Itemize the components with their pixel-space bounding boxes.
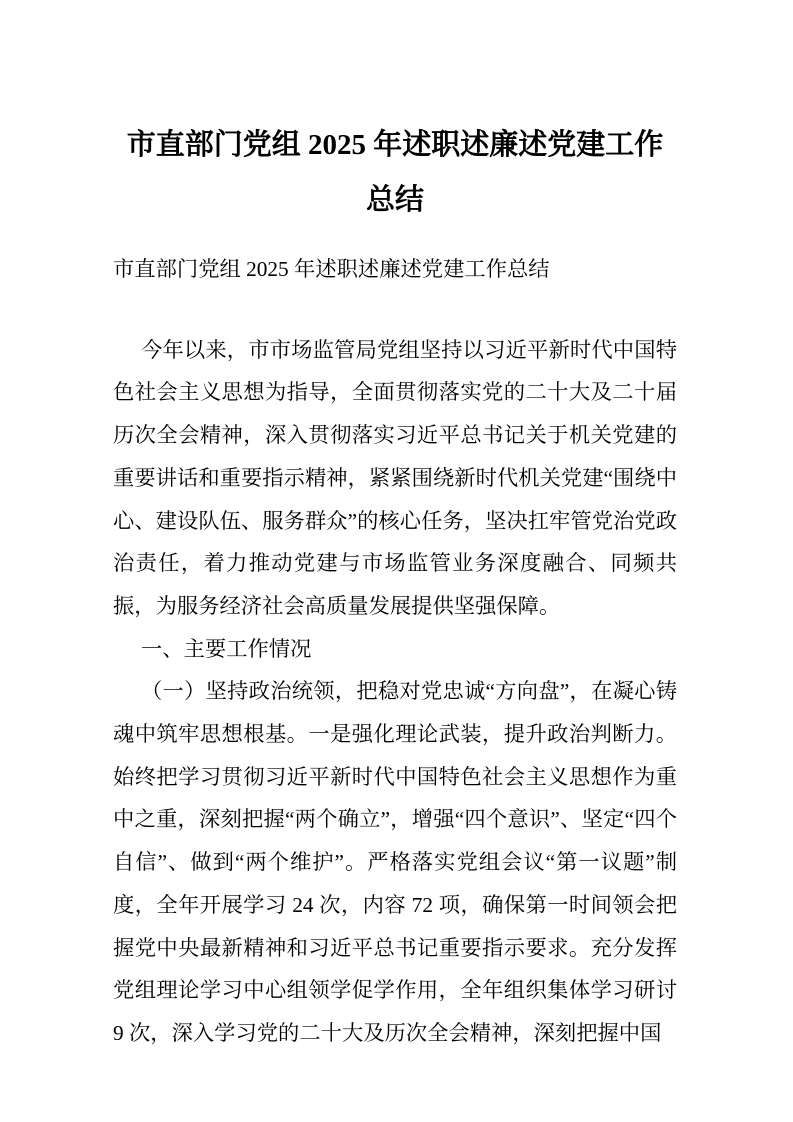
- paragraph-section-one: （一）坚持政治统领，把稳对党忠诚“方向盘”，在凝心铸魂中筑牢思想根基。一是强化理论武装，提升政治判断力。始终把学习贯彻习近平新时代中国特色社会主义思想作为重中之重，深刻把握“两个确立”，增强“四个意识”、坚定“四个自信”、做到“两个维护”。严格落实党组会议“第一议题”制度，全年开展学习 24 次，内容 72 项，确保第一时间领会把握党中央最新精神和习近平总书记重要指示要求。充分发挥党组理论学习中心组领学促学作用，全年组织集体学习研讨 9 次，深入学习党的二十大及历次全会精神，深刻把握中国: [113, 679, 677, 1045]
- section-heading-main-work: 一、主要工作情况: [141, 636, 312, 661]
- document-subtitle: 市直部门党组 2025 年述职述廉述党建工作总结: [113, 257, 550, 281]
- document-title: 市直部门党组 2025 年述职述廉述党建工作总结: [126, 129, 664, 216]
- paragraph-overview: 今年以来，市市场监管局党组坚持以习近平新时代中国特色社会主义思想为指导，全面贯彻落实党的二十大及二十届历次全会精神，深入贯彻落实习近平总书记关于机关党建的重要讲话和重要指示精神，紧紧围绕新时代机关党建“围绕中心、建设队伍、服务群众”的核心任务，坚决扛牢管党治党政治责任，着力推动党建与市场监管业务深度融合、同频共振，为服务经济社会高质量发展提供坚强保障。: [113, 337, 677, 618]
